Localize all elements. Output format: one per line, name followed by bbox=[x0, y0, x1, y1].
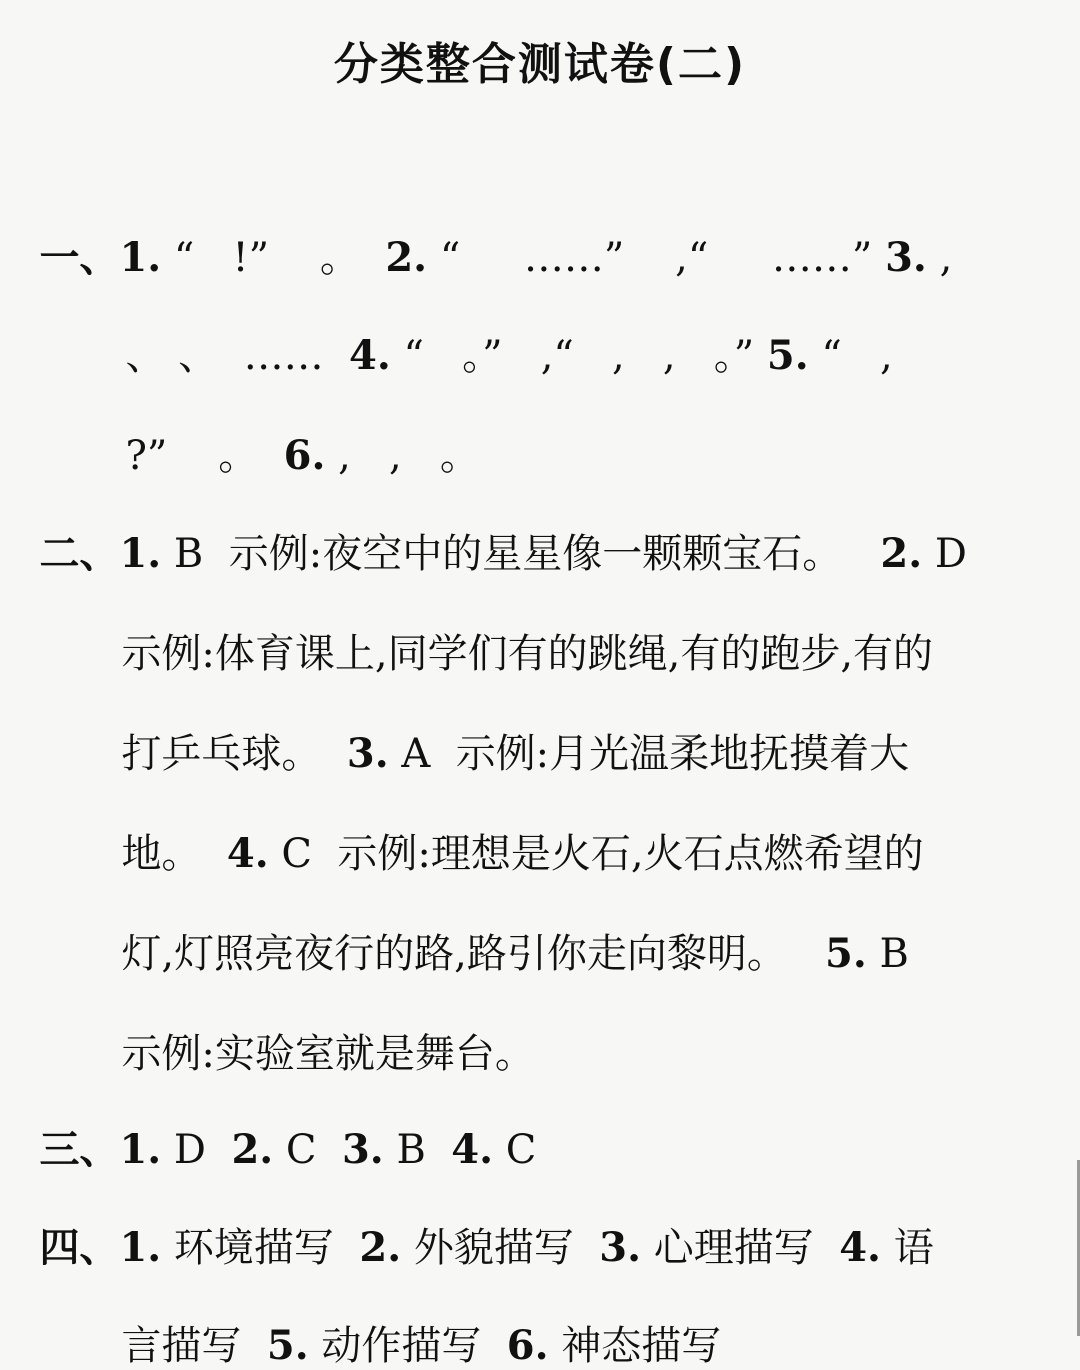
answer-text: 神态描写 bbox=[561, 1323, 722, 1369]
section-label: 二、 bbox=[39, 531, 120, 577]
page-title: 分类整合测试卷(二) bbox=[333, 39, 747, 90]
question-number: 4. bbox=[451, 1126, 494, 1173]
answer-text: “ 。” ,“ , , 。” bbox=[403, 333, 755, 379]
answer-choice: C bbox=[281, 831, 312, 877]
answer-choice: B bbox=[879, 931, 909, 977]
question-number: 6. bbox=[506, 1322, 549, 1369]
question-number: 5. bbox=[266, 1322, 309, 1369]
section-1-line-3 bbox=[100, 384, 480, 480]
answer-choice: B bbox=[396, 1127, 426, 1173]
answer-text: 示例:夜空中的星星像一颗颗宝石。 bbox=[228, 531, 843, 577]
section-2-line-3 bbox=[96, 682, 909, 778]
answer-text: 环境描写 bbox=[173, 1225, 334, 1271]
section-2-line-2 bbox=[96, 582, 933, 678]
answer-text: “ ……” ,“ ……” bbox=[439, 235, 873, 281]
section-label: 一、 bbox=[39, 235, 120, 281]
answer-choice: C bbox=[285, 1127, 317, 1173]
answer-choice: C bbox=[505, 1127, 537, 1173]
question-number: 1. bbox=[119, 234, 162, 281]
section-2-line-6 bbox=[96, 982, 535, 1078]
answer-text: 灯,灯照亮夜行的路,路引你走向黎明。 bbox=[121, 931, 787, 977]
question-number: 2. bbox=[880, 530, 923, 577]
answer-choice: B bbox=[173, 531, 204, 577]
question-number: 6. bbox=[283, 432, 326, 479]
answer-text: ?” 。 bbox=[125, 433, 259, 479]
question-number: 3. bbox=[346, 730, 389, 777]
answer-choice: A bbox=[401, 731, 431, 777]
answer-text: “ !” 。 bbox=[173, 235, 360, 281]
question-number: 3. bbox=[599, 1224, 642, 1271]
section-1-line-2 bbox=[100, 284, 893, 380]
question-number: 2. bbox=[359, 1224, 402, 1271]
question-number: 2. bbox=[231, 1126, 274, 1173]
question-number: 3. bbox=[885, 234, 927, 281]
answer-text: , , 。 bbox=[338, 433, 480, 479]
answer-text: 动作描写 bbox=[321, 1323, 482, 1369]
answer-text: 示例:体育课上,同学们有的跳绳,有的跑步,有的 bbox=[121, 631, 934, 677]
question-number: 5. bbox=[825, 930, 867, 977]
question-number: 4. bbox=[839, 1224, 881, 1271]
answer-text: 言描写 bbox=[121, 1323, 242, 1369]
answer-text: 外貌描写 bbox=[413, 1225, 574, 1271]
answer-text: 语 bbox=[893, 1225, 934, 1271]
answer-text: 地。 bbox=[121, 831, 202, 877]
answer-text: 示例:月光温柔地抚摸着大 bbox=[455, 731, 910, 777]
answer-text: “ , bbox=[821, 333, 893, 379]
section-1-line-1 bbox=[14, 186, 952, 282]
question-number: 3. bbox=[341, 1126, 384, 1173]
answer-choice: D bbox=[173, 1127, 206, 1173]
section-label: 三、 bbox=[39, 1127, 120, 1173]
question-number: 4. bbox=[349, 332, 391, 379]
section-2-line-5 bbox=[96, 882, 909, 978]
answer-text: 示例:理想是火石,火石点燃希望的 bbox=[337, 831, 924, 877]
section-label: 四、 bbox=[39, 1225, 120, 1271]
answer-text: 打乒乓球。 bbox=[121, 731, 322, 777]
answer-text: 、 、 …… bbox=[125, 333, 324, 379]
question-number: 2. bbox=[385, 234, 428, 281]
section-3-line-1 bbox=[14, 1078, 536, 1174]
question-number: 1. bbox=[119, 1126, 162, 1173]
section-2-line-4 bbox=[96, 782, 924, 878]
question-number: 5. bbox=[766, 332, 809, 379]
question-number: 4. bbox=[226, 830, 269, 877]
section-4-line-2 bbox=[96, 1274, 721, 1370]
section-2-line-1 bbox=[14, 482, 967, 578]
section-4-line-1 bbox=[14, 1176, 934, 1272]
answer-text: 示例:实验室就是舞台。 bbox=[121, 1031, 535, 1077]
answer-choice: D bbox=[934, 531, 967, 577]
answer-text: , bbox=[939, 235, 953, 281]
question-number: 1. bbox=[119, 530, 162, 577]
question-number: 1. bbox=[119, 1224, 162, 1271]
answer-text: 心理描写 bbox=[653, 1225, 814, 1271]
